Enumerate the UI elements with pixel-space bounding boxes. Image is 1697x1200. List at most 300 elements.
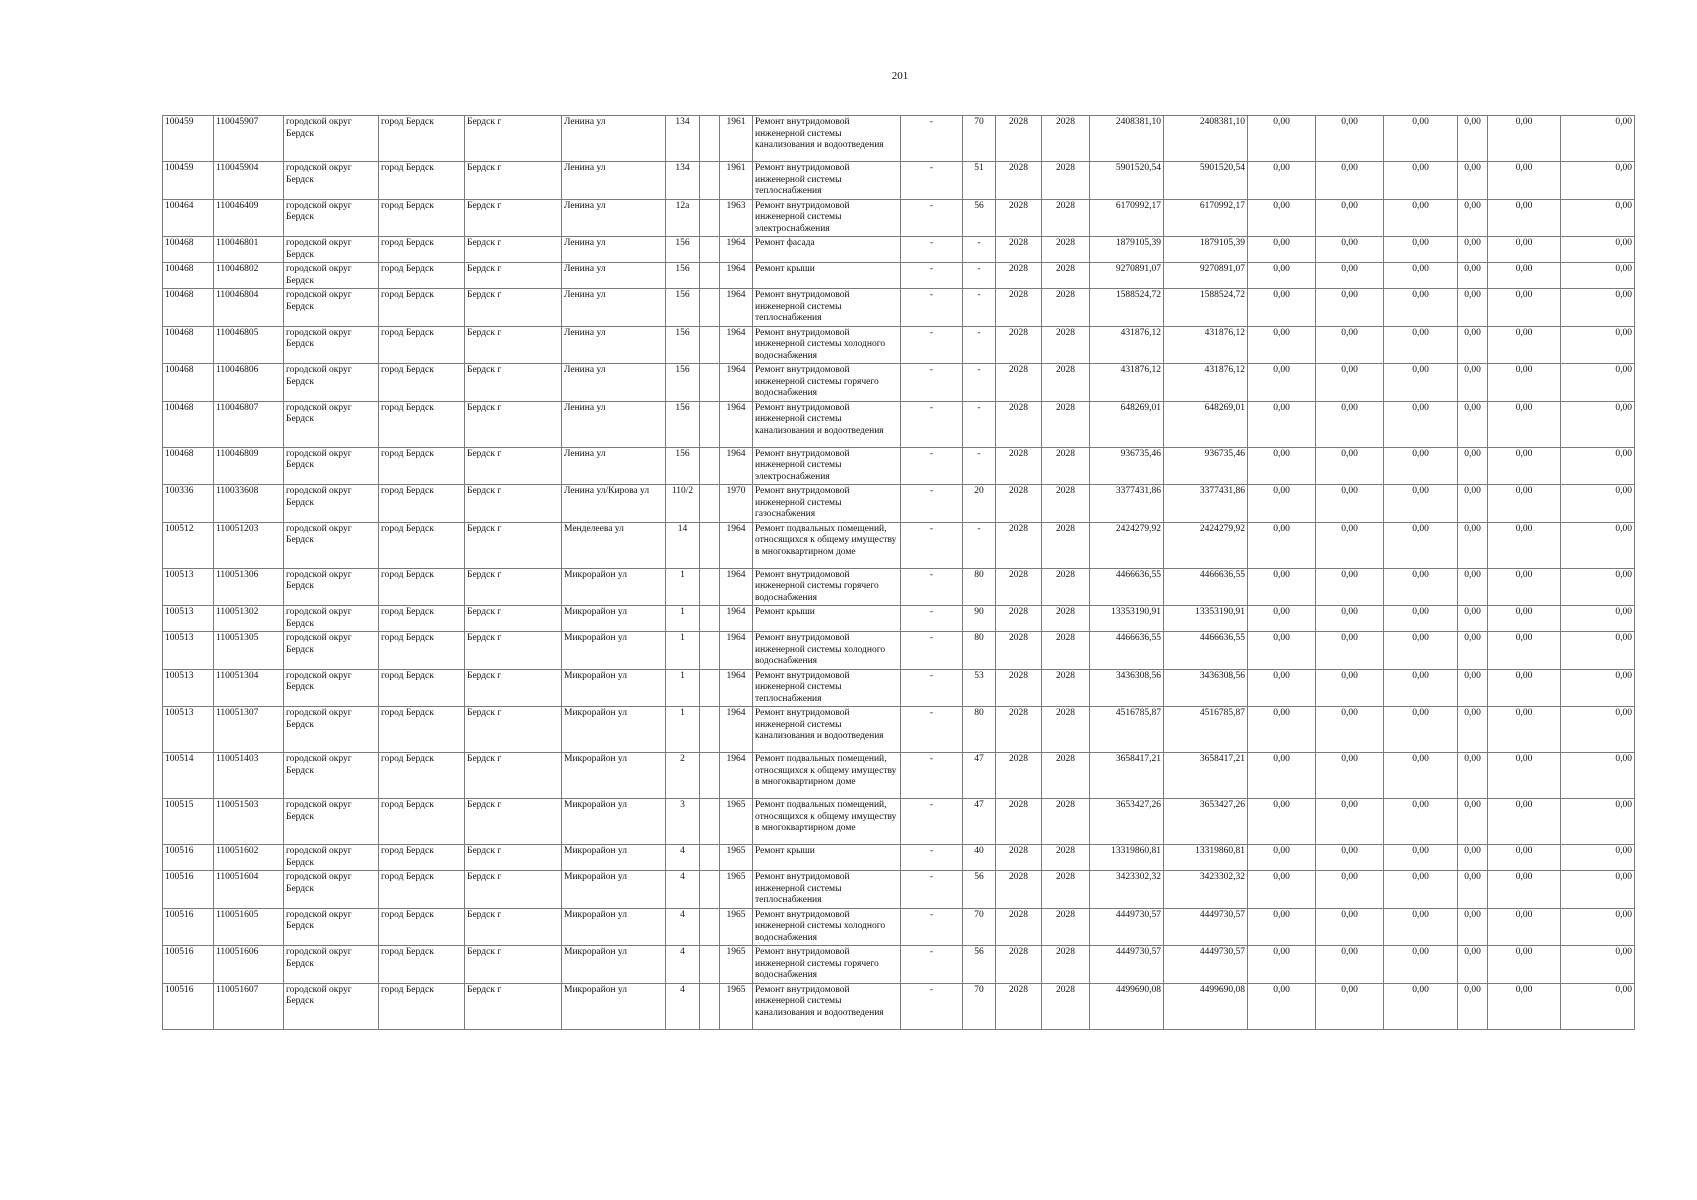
cell-cost-total: 13319860,81 — [1090, 845, 1164, 871]
cell-cost-budget-federal: 0,00 — [1248, 162, 1316, 200]
cell-wear-percent: 47 — [963, 753, 996, 799]
cell-cost-total: 2408381,10 — [1090, 116, 1164, 162]
cell-cost-other-a: 0,00 — [1458, 326, 1488, 364]
cell-house-number: 2 — [666, 753, 700, 799]
cell-municipal-district: городской округ Бердск — [284, 669, 379, 707]
table-row — [163, 632, 1635, 670]
cell-locality: Бердск г — [465, 447, 562, 485]
cell-cost-budget-federal: 0,00 — [1248, 447, 1316, 485]
cell-cost-budget-regional: 0,00 — [1316, 845, 1384, 871]
cell-cost-other-c: 0,00 — [1561, 162, 1635, 200]
cell-cost-other-a: 0,00 — [1458, 946, 1488, 984]
cell-build-year: 1964 — [720, 289, 753, 327]
cell-cost-other-a: 0,00 — [1458, 707, 1488, 753]
cell-cost-fund: 3436308,56 — [1164, 669, 1248, 707]
cell-cost-other-a: 0,00 — [1458, 162, 1488, 200]
cell-house-number: 4 — [666, 845, 700, 871]
cell-house-id: 100514 — [163, 753, 214, 799]
cell-locality: Бердск г — [465, 485, 562, 523]
cell-wear-percent: 53 — [963, 669, 996, 707]
cell-plan-year-end: 2028 — [1042, 946, 1090, 984]
cell-cost-fund: 1588524,72 — [1164, 289, 1248, 327]
cell-locality: Бердск г — [465, 401, 562, 447]
cell-municipal-district: городской округ Бердск — [284, 263, 379, 289]
cell-cost-budget-federal: 0,00 — [1248, 946, 1316, 984]
table-row — [163, 162, 1635, 200]
cell-cost-budget-regional: 0,00 — [1316, 632, 1384, 670]
cell-plan-year-start: 2028 — [996, 707, 1042, 753]
table-row — [163, 908, 1635, 946]
cell-cost-other-c: 0,00 — [1561, 707, 1635, 753]
cell-street: Микрорайон ул — [562, 753, 666, 799]
cell-work-type: Ремонт внутридомовой инженерной системы холодного водоснабжения — [753, 908, 901, 946]
cell-cost-other-a: 0,00 — [1458, 116, 1488, 162]
cell-work-id: 110046804 — [214, 289, 284, 327]
cell-locality: Бердск г — [465, 522, 562, 568]
cell-cost-total: 4449730,57 — [1090, 908, 1164, 946]
cell-cost-fund: 2424279,92 — [1164, 522, 1248, 568]
cell-locality: Бердск г — [465, 669, 562, 707]
cell-cost-other-c: 0,00 — [1561, 289, 1635, 327]
cell-work-id: 110046809 — [214, 447, 284, 485]
cell-house-id: 100464 — [163, 199, 214, 237]
cell-building — [700, 799, 720, 845]
cell-wear-percent: 80 — [963, 707, 996, 753]
cell-street: Микрорайон ул — [562, 606, 666, 632]
cell-unit: - — [901, 162, 963, 200]
cell-locality: Бердск г — [465, 845, 562, 871]
cell-cost-other-a: 0,00 — [1458, 753, 1488, 799]
cell-locality: Бердск г — [465, 799, 562, 845]
cell-cost-budget-federal: 0,00 — [1248, 632, 1316, 670]
cell-house-number: 4 — [666, 908, 700, 946]
cell-work-type: Ремонт внутридомовой инженерной системы теплоснабжения — [753, 289, 901, 327]
cell-plan-year-start: 2028 — [996, 263, 1042, 289]
cell-cost-fund: 13319860,81 — [1164, 845, 1248, 871]
cell-building — [700, 669, 720, 707]
cell-locality: Бердск г — [465, 162, 562, 200]
cell-building — [700, 199, 720, 237]
cell-settlement: город Бердск — [379, 871, 465, 909]
cell-work-type: Ремонт внутридомовой инженерной системы горячего водоснабжения — [753, 946, 901, 984]
cell-cost-other-b: 0,00 — [1488, 946, 1561, 984]
cell-work-type: Ремонт внутридомовой инженерной системы теплоснабжения — [753, 669, 901, 707]
cell-cost-fund: 3653427,26 — [1164, 799, 1248, 845]
table-row — [163, 289, 1635, 327]
cell-settlement: город Бердск — [379, 568, 465, 606]
cell-settlement: город Бердск — [379, 485, 465, 523]
table-row — [163, 237, 1635, 263]
cell-house-id: 100468 — [163, 326, 214, 364]
cell-house-id: 100513 — [163, 669, 214, 707]
cell-plan-year-end: 2028 — [1042, 845, 1090, 871]
cell-locality: Бердск г — [465, 116, 562, 162]
cell-cost-budget-federal: 0,00 — [1248, 116, 1316, 162]
cell-municipal-district: городской округ Бердск — [284, 289, 379, 327]
cell-cost-other-a: 0,00 — [1458, 237, 1488, 263]
table-row — [163, 116, 1635, 162]
cell-unit: - — [901, 326, 963, 364]
table-row — [163, 983, 1635, 1029]
cell-cost-other-c: 0,00 — [1561, 116, 1635, 162]
cell-work-id: 110046409 — [214, 199, 284, 237]
cell-build-year: 1963 — [720, 199, 753, 237]
cell-locality: Бердск г — [465, 263, 562, 289]
cell-cost-other-a: 0,00 — [1458, 522, 1488, 568]
cell-cost-other-c: 0,00 — [1561, 522, 1635, 568]
cell-work-type: Ремонт подвальных помещений, относящихся к общему имуществу в многоквартирном доме — [753, 522, 901, 568]
cell-cost-other-c: 0,00 — [1561, 568, 1635, 606]
cell-cost-budget-regional: 0,00 — [1316, 116, 1384, 162]
cell-cost-budget-regional: 0,00 — [1316, 401, 1384, 447]
cell-street: Ленина ул — [562, 162, 666, 200]
cell-house-number: 4 — [666, 946, 700, 984]
cell-cost-other-b: 0,00 — [1488, 364, 1561, 402]
cell-cost-budget-federal: 0,00 — [1248, 263, 1316, 289]
cell-cost-other-b: 0,00 — [1488, 799, 1561, 845]
cell-street: Ленина ул — [562, 116, 666, 162]
cell-cost-budget-federal: 0,00 — [1248, 326, 1316, 364]
cell-building — [700, 983, 720, 1029]
cell-plan-year-start: 2028 — [996, 162, 1042, 200]
cell-cost-other-a: 0,00 — [1458, 289, 1488, 327]
cell-cost-budget-regional: 0,00 — [1316, 364, 1384, 402]
cell-municipal-district: городской округ Бердск — [284, 364, 379, 402]
cell-house-number: 1 — [666, 669, 700, 707]
cell-street: Ленина ул — [562, 199, 666, 237]
cell-cost-budget-regional: 0,00 — [1316, 799, 1384, 845]
cell-unit: - — [901, 845, 963, 871]
cell-house-number: 156 — [666, 289, 700, 327]
cell-street: Микрорайон ул — [562, 946, 666, 984]
cell-house-id: 100516 — [163, 946, 214, 984]
cell-cost-budget-local: 0,00 — [1384, 199, 1458, 237]
cell-cost-budget-local: 0,00 — [1384, 908, 1458, 946]
cell-plan-year-start: 2028 — [996, 401, 1042, 447]
cell-work-id: 110051307 — [214, 707, 284, 753]
cell-cost-budget-regional: 0,00 — [1316, 447, 1384, 485]
cell-cost-budget-local: 0,00 — [1384, 845, 1458, 871]
cell-unit: - — [901, 753, 963, 799]
cell-work-id: 110046805 — [214, 326, 284, 364]
cell-plan-year-end: 2028 — [1042, 289, 1090, 327]
table-row — [163, 326, 1635, 364]
cell-unit: - — [901, 522, 963, 568]
cell-cost-budget-federal: 0,00 — [1248, 289, 1316, 327]
cell-settlement: город Бердск — [379, 753, 465, 799]
cell-cost-budget-federal: 0,00 — [1248, 568, 1316, 606]
cell-house-number: 156 — [666, 401, 700, 447]
cell-plan-year-end: 2028 — [1042, 401, 1090, 447]
table-row — [163, 845, 1635, 871]
cell-cost-budget-regional: 0,00 — [1316, 871, 1384, 909]
cell-building — [700, 871, 720, 909]
cell-wear-percent: 56 — [963, 871, 996, 909]
cell-settlement: город Бердск — [379, 669, 465, 707]
cell-plan-year-start: 2028 — [996, 845, 1042, 871]
cell-work-type: Ремонт внутридомовой инженерной системы канализования и водоотведения — [753, 401, 901, 447]
cell-locality: Бердск г — [465, 364, 562, 402]
cell-wear-percent: 51 — [963, 162, 996, 200]
cell-cost-other-b: 0,00 — [1488, 116, 1561, 162]
cell-municipal-district: городской округ Бердск — [284, 983, 379, 1029]
cell-work-id: 110033608 — [214, 485, 284, 523]
cell-house-number: 14 — [666, 522, 700, 568]
cell-cost-total: 3658417,21 — [1090, 753, 1164, 799]
cell-cost-budget-federal: 0,00 — [1248, 485, 1316, 523]
cell-house-number: 1 — [666, 568, 700, 606]
cell-cost-fund: 9270891,07 — [1164, 263, 1248, 289]
cell-build-year: 1965 — [720, 799, 753, 845]
cell-plan-year-end: 2028 — [1042, 162, 1090, 200]
cell-cost-budget-federal: 0,00 — [1248, 522, 1316, 568]
cell-street: Ленина ул — [562, 364, 666, 402]
cell-cost-budget-local: 0,00 — [1384, 289, 1458, 327]
cell-street: Микрорайон ул — [562, 707, 666, 753]
cell-cost-other-b: 0,00 — [1488, 162, 1561, 200]
cell-cost-total: 431876,12 — [1090, 326, 1164, 364]
cell-plan-year-end: 2028 — [1042, 364, 1090, 402]
cell-cost-budget-federal: 0,00 — [1248, 871, 1316, 909]
cell-street: Ленина ул/Кирова ул — [562, 485, 666, 523]
cell-house-id: 100468 — [163, 401, 214, 447]
cell-cost-other-a: 0,00 — [1458, 568, 1488, 606]
cell-municipal-district: городской округ Бердск — [284, 522, 379, 568]
cell-cost-other-c: 0,00 — [1561, 326, 1635, 364]
cell-house-id: 100468 — [163, 289, 214, 327]
cell-house-id: 100459 — [163, 162, 214, 200]
cell-cost-fund: 4499690,08 — [1164, 983, 1248, 1029]
cell-work-type: Ремонт внутридомовой инженерной системы горячего водоснабжения — [753, 568, 901, 606]
cell-settlement: город Бердск — [379, 799, 465, 845]
cell-plan-year-end: 2028 — [1042, 606, 1090, 632]
cell-cost-other-c: 0,00 — [1561, 845, 1635, 871]
cell-municipal-district: городской округ Бердск — [284, 606, 379, 632]
cell-settlement: город Бердск — [379, 946, 465, 984]
cell-settlement: город Бердск — [379, 263, 465, 289]
cell-cost-other-c: 0,00 — [1561, 447, 1635, 485]
cell-cost-fund: 4449730,57 — [1164, 946, 1248, 984]
cell-cost-total: 9270891,07 — [1090, 263, 1164, 289]
cell-build-year: 1964 — [720, 326, 753, 364]
cell-plan-year-start: 2028 — [996, 447, 1042, 485]
cell-wear-percent: 70 — [963, 983, 996, 1029]
cell-plan-year-end: 2028 — [1042, 568, 1090, 606]
cell-plan-year-end: 2028 — [1042, 753, 1090, 799]
cell-work-type: Ремонт внутридомовой инженерной системы канализования и водоотведения — [753, 116, 901, 162]
cell-house-number: 4 — [666, 871, 700, 909]
cell-cost-fund: 2408381,10 — [1164, 116, 1248, 162]
cell-cost-budget-local: 0,00 — [1384, 364, 1458, 402]
cell-cost-other-b: 0,00 — [1488, 983, 1561, 1029]
cell-work-type: Ремонт внутридомовой инженерной системы холодного водоснабжения — [753, 632, 901, 670]
cell-cost-other-a: 0,00 — [1458, 908, 1488, 946]
cell-municipal-district: городской округ Бердск — [284, 485, 379, 523]
cell-unit: - — [901, 447, 963, 485]
table-row — [163, 606, 1635, 632]
cell-cost-total: 4466636,55 — [1090, 632, 1164, 670]
cell-plan-year-end: 2028 — [1042, 707, 1090, 753]
cell-cost-budget-regional: 0,00 — [1316, 522, 1384, 568]
cell-build-year: 1964 — [720, 606, 753, 632]
cell-building — [700, 707, 720, 753]
cell-cost-other-c: 0,00 — [1561, 946, 1635, 984]
cell-plan-year-start: 2028 — [996, 753, 1042, 799]
cell-cost-other-c: 0,00 — [1561, 753, 1635, 799]
cell-cost-other-c: 0,00 — [1561, 799, 1635, 845]
cell-work-id: 110051604 — [214, 871, 284, 909]
cell-cost-other-b: 0,00 — [1488, 522, 1561, 568]
cell-locality: Бердск г — [465, 237, 562, 263]
cell-house-number: 156 — [666, 263, 700, 289]
cell-building — [700, 263, 720, 289]
table-row — [163, 263, 1635, 289]
cell-cost-budget-regional: 0,00 — [1316, 606, 1384, 632]
cell-settlement: город Бердск — [379, 401, 465, 447]
cell-work-type: Ремонт крыши — [753, 845, 901, 871]
cell-cost-budget-regional: 0,00 — [1316, 908, 1384, 946]
cell-cost-total: 4516785,87 — [1090, 707, 1164, 753]
cell-building — [700, 289, 720, 327]
cell-wear-percent: - — [963, 522, 996, 568]
cell-cost-total: 13353190,91 — [1090, 606, 1164, 632]
cell-building — [700, 485, 720, 523]
cell-cost-budget-local: 0,00 — [1384, 568, 1458, 606]
cell-cost-budget-federal: 0,00 — [1248, 199, 1316, 237]
cell-cost-other-b: 0,00 — [1488, 326, 1561, 364]
cell-plan-year-end: 2028 — [1042, 116, 1090, 162]
cell-house-id: 100516 — [163, 908, 214, 946]
cell-wear-percent: 70 — [963, 908, 996, 946]
cell-cost-budget-federal: 0,00 — [1248, 845, 1316, 871]
cell-cost-budget-regional: 0,00 — [1316, 237, 1384, 263]
cell-wear-percent: 80 — [963, 632, 996, 670]
cell-wear-percent: 90 — [963, 606, 996, 632]
cell-cost-budget-regional: 0,00 — [1316, 199, 1384, 237]
cell-cost-fund: 3377431,86 — [1164, 485, 1248, 523]
table-row — [163, 485, 1635, 523]
cell-cost-total: 936735,46 — [1090, 447, 1164, 485]
cell-plan-year-start: 2028 — [996, 289, 1042, 327]
cell-cost-other-a: 0,00 — [1458, 871, 1488, 909]
cell-cost-budget-federal: 0,00 — [1248, 669, 1316, 707]
cell-build-year: 1964 — [720, 401, 753, 447]
cell-cost-budget-local: 0,00 — [1384, 263, 1458, 289]
cell-cost-budget-local: 0,00 — [1384, 669, 1458, 707]
cell-house-id: 100459 — [163, 116, 214, 162]
cell-locality: Бердск г — [465, 946, 562, 984]
cell-settlement: город Бердск — [379, 326, 465, 364]
cell-plan-year-start: 2028 — [996, 237, 1042, 263]
cell-cost-budget-regional: 0,00 — [1316, 568, 1384, 606]
cell-plan-year-end: 2028 — [1042, 522, 1090, 568]
cell-build-year: 1964 — [720, 568, 753, 606]
table-row — [163, 799, 1635, 845]
cell-house-id: 100516 — [163, 983, 214, 1029]
cell-house-number: 12а — [666, 199, 700, 237]
cell-street: Ленина ул — [562, 237, 666, 263]
cell-wear-percent: - — [963, 364, 996, 402]
cell-street: Микрорайон ул — [562, 871, 666, 909]
cell-unit: - — [901, 401, 963, 447]
cell-cost-fund: 6170992,17 — [1164, 199, 1248, 237]
cell-cost-fund: 431876,12 — [1164, 364, 1248, 402]
cell-municipal-district: городской округ Бердск — [284, 753, 379, 799]
cell-work-id: 110046807 — [214, 401, 284, 447]
cell-cost-fund: 13353190,91 — [1164, 606, 1248, 632]
cell-cost-budget-federal: 0,00 — [1248, 606, 1316, 632]
cell-cost-other-a: 0,00 — [1458, 983, 1488, 1029]
table-row — [163, 753, 1635, 799]
cell-work-id: 110051607 — [214, 983, 284, 1029]
cell-settlement: город Бердск — [379, 707, 465, 753]
cell-cost-other-b: 0,00 — [1488, 568, 1561, 606]
cell-cost-budget-regional: 0,00 — [1316, 946, 1384, 984]
cell-work-type: Ремонт крыши — [753, 606, 901, 632]
cell-settlement: город Бердск — [379, 199, 465, 237]
cell-cost-other-c: 0,00 — [1561, 632, 1635, 670]
cell-work-type: Ремонт внутридомовой инженерной системы канализования и водоотведения — [753, 983, 901, 1029]
cell-plan-year-start: 2028 — [996, 326, 1042, 364]
cell-street: Ленина ул — [562, 447, 666, 485]
cell-cost-budget-local: 0,00 — [1384, 606, 1458, 632]
cell-plan-year-end: 2028 — [1042, 485, 1090, 523]
cell-work-id: 110051606 — [214, 946, 284, 984]
cell-municipal-district: городской округ Бердск — [284, 326, 379, 364]
cell-settlement: город Бердск — [379, 364, 465, 402]
cell-cost-budget-federal: 0,00 — [1248, 707, 1316, 753]
cell-plan-year-start: 2028 — [996, 871, 1042, 909]
table-body — [163, 116, 1635, 1030]
cell-cost-budget-regional: 0,00 — [1316, 289, 1384, 327]
cell-cost-other-a: 0,00 — [1458, 669, 1488, 707]
cell-work-id: 110051305 — [214, 632, 284, 670]
cell-cost-other-b: 0,00 — [1488, 707, 1561, 753]
cell-plan-year-start: 2028 — [996, 669, 1042, 707]
cell-building — [700, 447, 720, 485]
cell-work-type: Ремонт внутридомовой инженерной системы электроснабжения — [753, 447, 901, 485]
cell-building — [700, 753, 720, 799]
cell-municipal-district: городской округ Бердск — [284, 632, 379, 670]
cell-unit: - — [901, 485, 963, 523]
cell-unit: - — [901, 237, 963, 263]
cell-street: Микрорайон ул — [562, 908, 666, 946]
cell-work-type: Ремонт внутридомовой инженерной системы горячего водоснабжения — [753, 364, 901, 402]
table-row — [163, 401, 1635, 447]
cell-cost-other-b: 0,00 — [1488, 606, 1561, 632]
cell-street: Ленина ул — [562, 263, 666, 289]
cell-cost-total: 4449730,57 — [1090, 946, 1164, 984]
cell-settlement: город Бердск — [379, 908, 465, 946]
cell-locality: Бердск г — [465, 983, 562, 1029]
cell-cost-fund: 1879105,39 — [1164, 237, 1248, 263]
cell-building — [700, 568, 720, 606]
cell-building — [700, 632, 720, 670]
cell-cost-other-b: 0,00 — [1488, 485, 1561, 523]
cell-build-year: 1964 — [720, 753, 753, 799]
cell-municipal-district: городской округ Бердск — [284, 946, 379, 984]
table-row — [163, 522, 1635, 568]
cell-locality: Бердск г — [465, 606, 562, 632]
cell-house-id: 100513 — [163, 568, 214, 606]
cell-cost-budget-regional: 0,00 — [1316, 707, 1384, 753]
cell-plan-year-start: 2028 — [996, 983, 1042, 1029]
cell-cost-budget-local: 0,00 — [1384, 485, 1458, 523]
cell-wear-percent: - — [963, 326, 996, 364]
cell-settlement: город Бердск — [379, 237, 465, 263]
cell-cost-other-c: 0,00 — [1561, 983, 1635, 1029]
cell-cost-other-a: 0,00 — [1458, 606, 1488, 632]
